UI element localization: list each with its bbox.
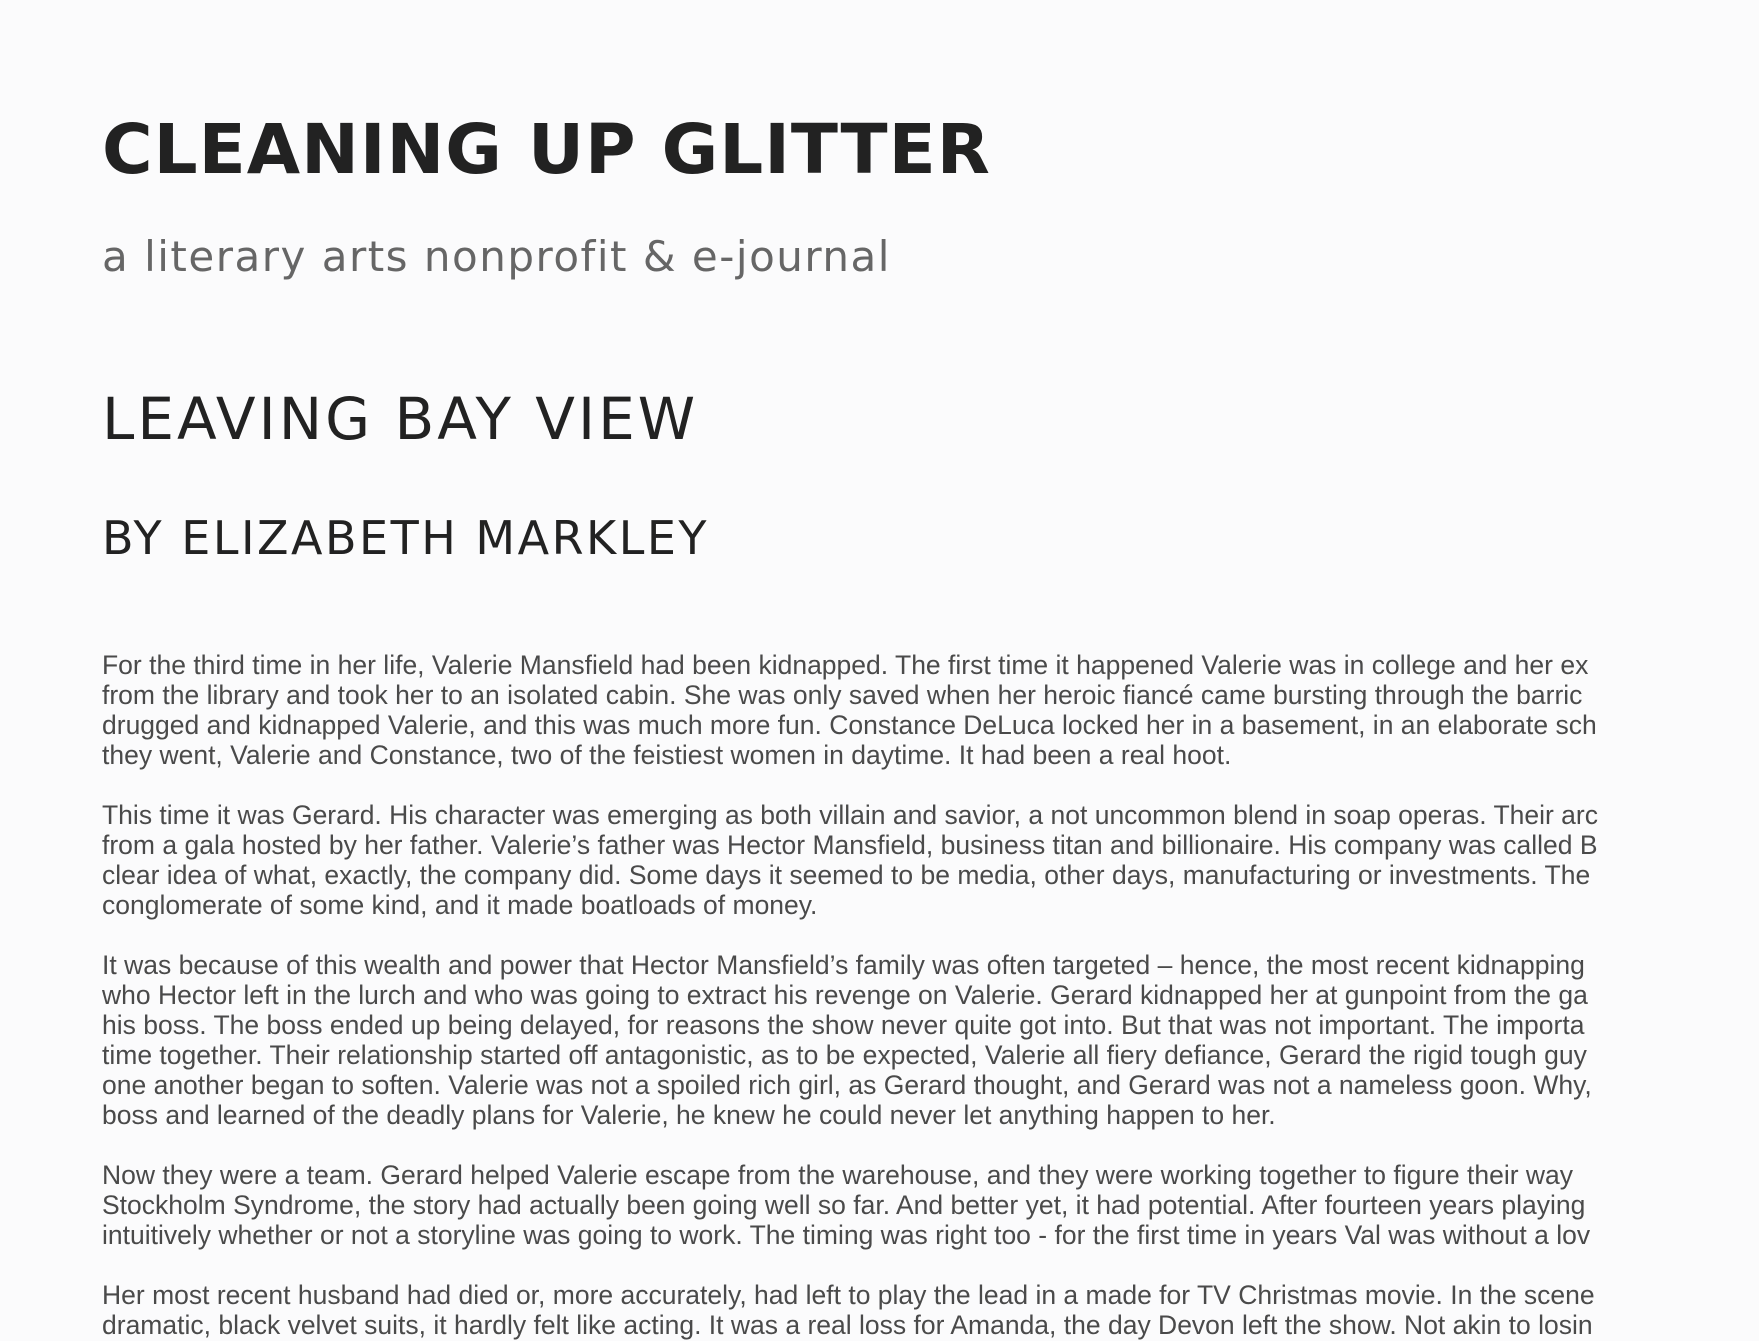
story-body <box>102 650 1759 1341</box>
paragraph-line: they went, Valerie and Constance, two of the feistiest women in daytime. It had been a real hoot. <box>102 740 1232 770</box>
paragraph <box>102 800 1759 920</box>
paragraph-line: Now they were a team. Gerard helped Valerie escape from the warehouse, and they were working together to figure their way <box>102 1160 1574 1190</box>
paragraph <box>102 650 1759 770</box>
paragraph-line: boss and learned of the deadly plans for Valerie, he knew he could never let anything happen to her. <box>102 1100 1276 1130</box>
paragraph-line: intuitively whether or not a storyline was going to work. The timing was right too - for the first time in years Val was without a lov <box>102 1220 1591 1250</box>
paragraph-line: clear idea of what, exactly, the company did. Some days it seemed to be media, other days, manufacturing or investments. The <box>102 860 1591 890</box>
paragraph-line: This time it was Gerard. His character was emerging as both villain and savior, a not uncommon blend in soap operas. Their arc <box>102 800 1598 830</box>
paragraph-line: his boss. The boss ended up being delayed, for reasons the show never quite got into. But that was not important. The importa <box>102 1010 1585 1040</box>
paragraph <box>102 1160 1759 1250</box>
site-tagline: a literary arts nonprofit & e-journal <box>102 232 891 281</box>
paragraph-line: dramatic, black velvet suits, it hardly felt like acting. It was a real loss for Amanda, the day Devon left the show. Not akin to losin <box>102 1310 1593 1340</box>
paragraph-line: Stockholm Syndrome, the story had actually been going well so far. And better yet, it had potential. After fourteen years playing <box>102 1190 1586 1220</box>
paragraph <box>102 950 1759 1130</box>
paragraph-line: from the library and took her to an isolated cabin. She was only saved when her heroic fiancé came bursting through the barric <box>102 680 1583 710</box>
paragraph-line: For the third time in her life, Valerie Mansfield had been kidnapped. The first time it happened Valerie was in college and her ex <box>102 650 1589 680</box>
paragraph-line: from a gala hosted by her father. Valerie’s father was Hector Mansfield, business titan and billionaire. His company was called B <box>102 830 1598 860</box>
paragraph <box>102 1280 1759 1340</box>
paragraph-line: one another began to soften. Valerie was not a spoiled rich girl, as Gerard thought, and Gerard was not a nameless goon. Why, <box>102 1070 1592 1100</box>
paragraph-line: who Hector left in the lurch and who was going to extract his revenge on Valerie. Gerard kidnapped her at gunpoint from the ga <box>102 980 1588 1010</box>
paragraph-line: Her most recent husband had died or, more accurately, had left to play the lead in a made for TV Christmas movie. In the scene <box>102 1280 1595 1310</box>
story-title: LEAVING BAY VIEW <box>102 385 699 453</box>
paragraph-line: drugged and kidnapped Valerie, and this was much more fun. Constance DeLuca locked her in a basement, in an elaborate sch <box>102 710 1597 740</box>
paragraph-line: time together. Their relationship started off antagonistic, as to be expected, Valerie all fiery defiance, Gerard the rigid tough guy <box>102 1040 1587 1070</box>
paragraph-line: conglomerate of some kind, and it made boatloads of money. <box>102 890 818 920</box>
paragraph-line: It was because of this wealth and power that Hector Mansfield’s family was often targeted – hence, the most recent kidnapping <box>102 950 1585 980</box>
story-byline: BY ELIZABETH MARKLEY <box>102 511 710 565</box>
site-title[interactable]: CLEANING UP GLITTER <box>102 110 991 190</box>
